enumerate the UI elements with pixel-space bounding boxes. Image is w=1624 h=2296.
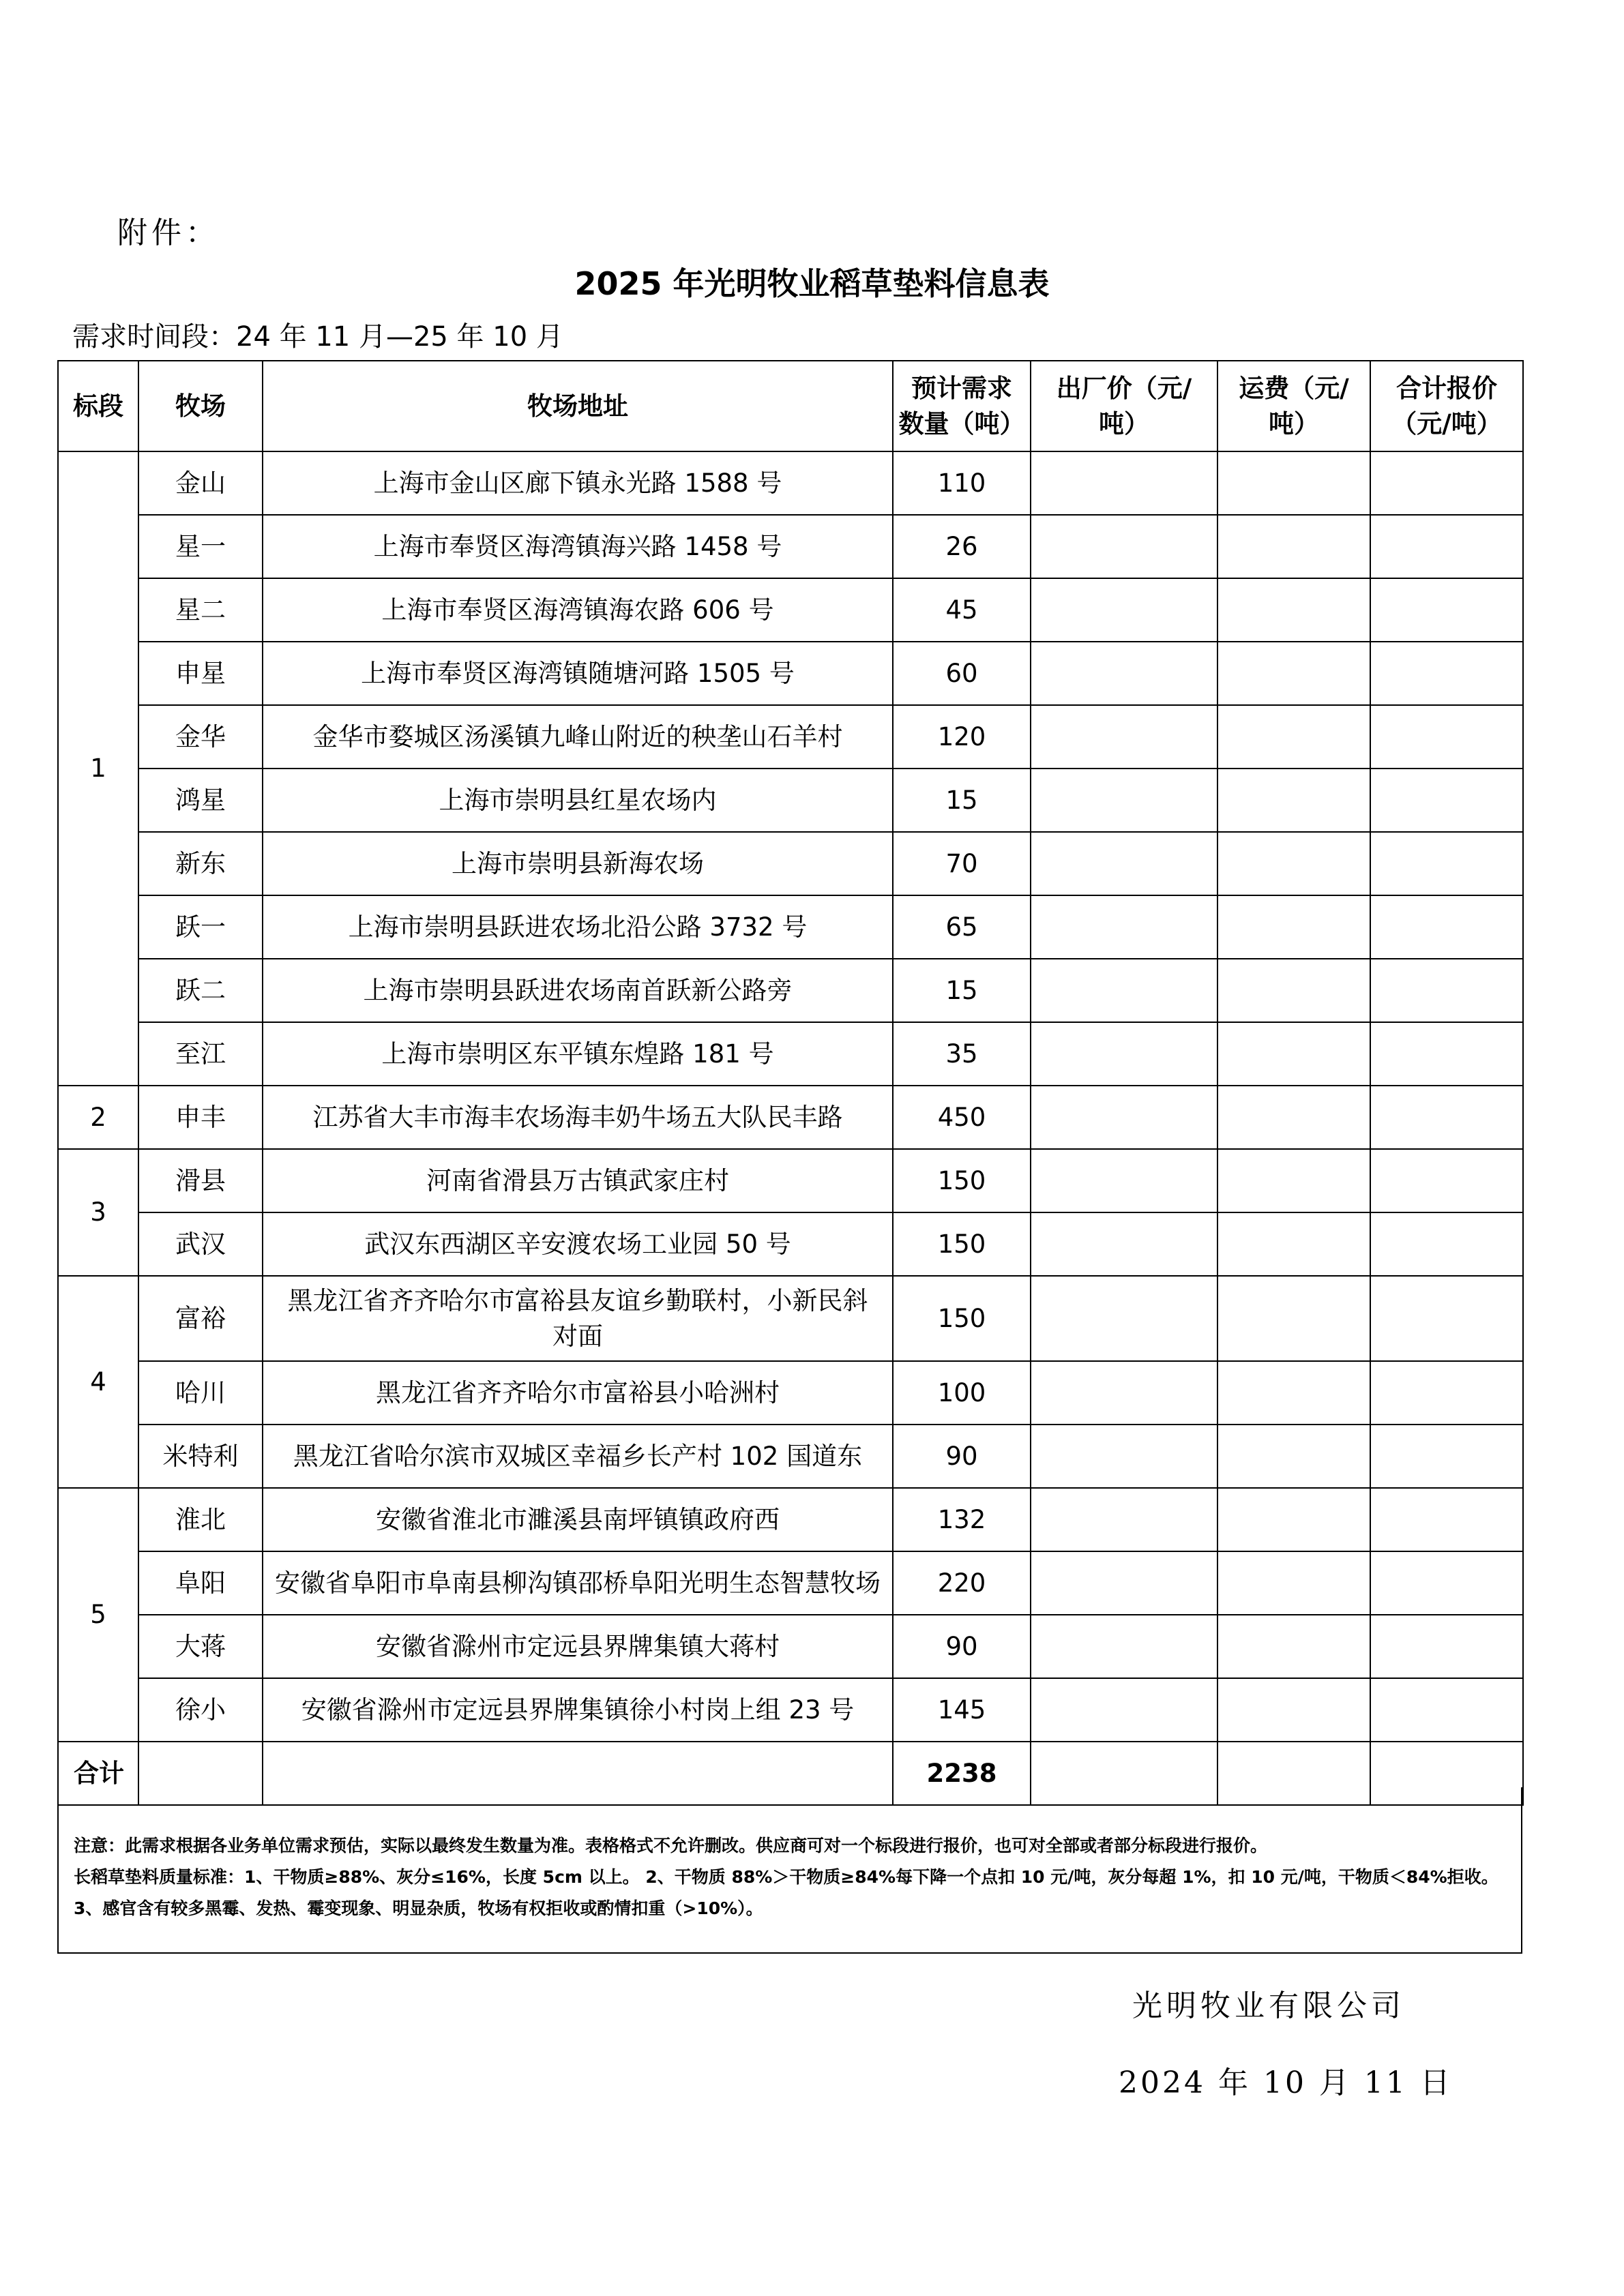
factory-price-cell[interactable] [1031, 1276, 1217, 1361]
freight-cell[interactable] [1217, 451, 1370, 515]
factory-price-cell[interactable] [1031, 642, 1217, 705]
qty-cell: 110 [893, 451, 1031, 515]
total-quote-cell[interactable] [1370, 832, 1523, 895]
farm-cell: 新东 [138, 832, 263, 895]
freight-cell[interactable] [1217, 1615, 1370, 1678]
freight-cell[interactable] [1217, 1149, 1370, 1212]
address-cell: 上海市奉贤区海湾镇海兴路 1458 号 [263, 515, 893, 578]
freight-cell[interactable] [1217, 705, 1370, 769]
qty-cell: 100 [893, 1361, 1031, 1425]
col-header-total-quote: 合计报价 （元/吨） [1370, 361, 1523, 451]
table-row [58, 1212, 1523, 1276]
attachment-label: 附件： [117, 215, 220, 250]
farm-cell: 滑县 [138, 1149, 263, 1212]
table-row [58, 515, 1523, 578]
address-cell: 安徽省滁州市定远县界牌集镇徐小村岗上组 23 号 [263, 1678, 893, 1742]
qty-cell: 145 [893, 1678, 1031, 1742]
total-quote-cell[interactable] [1370, 1212, 1523, 1276]
total-quote-cell[interactable] [1370, 1276, 1523, 1361]
table-row [58, 451, 1523, 515]
farm-cell: 大蒋 [138, 1615, 263, 1678]
factory-price-cell[interactable] [1031, 1212, 1217, 1276]
freight-cell[interactable] [1217, 1551, 1370, 1615]
total-quote-cell[interactable] [1370, 1488, 1523, 1551]
address-cell: 上海市崇明县红星农场内 [263, 769, 893, 832]
farm-cell: 淮北 [138, 1488, 263, 1551]
address-cell: 黑龙江省齐齐哈尔市富裕县友谊乡勤联村，小新民斜对面 [263, 1276, 893, 1361]
qty-cell: 120 [893, 705, 1031, 769]
total-quote-cell[interactable] [1370, 1361, 1523, 1425]
address-cell: 安徽省阜阳市阜南县柳沟镇邵桥阜阳光明生态智慧牧场 [263, 1551, 893, 1615]
total-quote-cell[interactable] [1370, 1551, 1523, 1615]
table-row [58, 1425, 1523, 1488]
col-header-farm: 牧场 [138, 361, 263, 451]
factory-price-cell[interactable] [1031, 1022, 1217, 1086]
table-row [58, 1149, 1523, 1212]
col-header-address: 牧场地址 [263, 361, 893, 451]
table-row [58, 1086, 1523, 1149]
freight-cell[interactable] [1217, 895, 1370, 959]
qty-cell: 90 [893, 1615, 1031, 1678]
farm-cell: 申星 [138, 642, 263, 705]
farm-cell: 武汉 [138, 1212, 263, 1276]
qty-cell: 65 [893, 895, 1031, 959]
factory-price-cell[interactable] [1031, 832, 1217, 895]
qty-cell: 150 [893, 1149, 1031, 1212]
freight-cell[interactable] [1217, 769, 1370, 832]
freight-cell[interactable] [1217, 1678, 1370, 1742]
address-cell: 黑龙江省齐齐哈尔市富裕县小哈洲村 [263, 1361, 893, 1425]
col-header-freight: 运费（元/ 吨） [1217, 361, 1370, 451]
factory-price-cell[interactable] [1031, 1615, 1217, 1678]
table-row [58, 642, 1523, 705]
factory-price-cell[interactable] [1031, 1488, 1217, 1551]
freight-cell[interactable] [1217, 1276, 1370, 1361]
farm-cell: 跃一 [138, 895, 263, 959]
freight-cell[interactable] [1217, 642, 1370, 705]
table-row [58, 1276, 1523, 1361]
document-title: 2025 年光明牧业稻草垫料信息表 [574, 265, 1050, 302]
section-cell: 1 [58, 451, 138, 1086]
total-qty: 2238 [893, 1742, 1031, 1805]
address-cell: 上海市金山区廊下镇永光路 1588 号 [263, 451, 893, 515]
table-row [58, 895, 1523, 959]
freight-cell[interactable] [1217, 1212, 1370, 1276]
freight-cell[interactable] [1217, 1425, 1370, 1488]
farm-cell: 申丰 [138, 1086, 263, 1149]
freight-cell[interactable] [1217, 832, 1370, 895]
freight-cell[interactable] [1217, 1022, 1370, 1086]
qty-cell: 35 [893, 1022, 1031, 1086]
total-quote-cell[interactable] [1370, 515, 1523, 578]
table-row [58, 1615, 1523, 1678]
farm-cell: 阜阳 [138, 1551, 263, 1615]
total-quote-cell[interactable] [1370, 578, 1523, 642]
factory-price-cell[interactable] [1031, 578, 1217, 642]
col-header-section: 标段 [58, 361, 138, 451]
farm-cell: 金山 [138, 451, 263, 515]
table-row [58, 832, 1523, 895]
header-row [58, 361, 1523, 451]
demand-period: 需求时间段：24 年 11 月—25 年 10 月 [72, 321, 563, 353]
address-cell: 上海市崇明区东平镇东煌路 181 号 [263, 1022, 893, 1086]
table-row [58, 1488, 1523, 1551]
total-quote-cell[interactable] [1370, 1149, 1523, 1212]
company-signature: 光明牧业有限公司 [1132, 1988, 1405, 2023]
section-cell: 4 [58, 1276, 138, 1488]
address-cell: 江苏省大丰市海丰农场海丰奶牛场五大队民丰路 [263, 1086, 893, 1149]
address-cell: 安徽省滁州市定远县界牌集镇大蒋村 [263, 1615, 893, 1678]
qty-cell: 15 [893, 959, 1031, 1022]
factory-price-cell[interactable] [1031, 1425, 1217, 1488]
factory-price-cell[interactable] [1031, 1361, 1217, 1425]
address-cell: 上海市崇明县新海农场 [263, 832, 893, 895]
section-cell: 2 [58, 1086, 138, 1149]
table-row [58, 705, 1523, 769]
qty-cell: 70 [893, 832, 1031, 895]
table-row [58, 959, 1523, 1022]
address-cell: 上海市奉贤区海湾镇随塘河路 1505 号 [263, 642, 893, 705]
table-row [58, 1022, 1523, 1086]
address-cell: 上海市奉贤区海湾镇海农路 606 号 [263, 578, 893, 642]
farm-cell: 哈川 [138, 1361, 263, 1425]
qty-cell: 132 [893, 1488, 1031, 1551]
total-quote-cell[interactable] [1370, 705, 1523, 769]
note-line: 长稻草垫料质量标准：1、干物质≥88%、灰分≤16%，长度 5cm 以上。 2、干物质 88%＞干物质≥84%每下降一个点扣 10 元/吨，灰分每超 1%，扣 10 元/吨，干物质＜84%拒收。 [74, 1867, 1498, 1887]
total-quote-cell[interactable] [1370, 451, 1523, 515]
freight-cell[interactable] [1217, 1361, 1370, 1425]
farm-cell: 星一 [138, 515, 263, 578]
table-row [58, 1678, 1523, 1742]
table-row [58, 578, 1523, 642]
factory-price-cell[interactable] [1031, 895, 1217, 959]
total-quote-cell[interactable] [1370, 1615, 1523, 1678]
straw-info-table [57, 360, 1524, 1806]
factory-price-cell[interactable] [1031, 769, 1217, 832]
address-cell: 武汉东西湖区辛安渡农场工业园 50 号 [263, 1212, 893, 1276]
qty-cell: 15 [893, 769, 1031, 832]
col-header-factory-price: 出厂价（元/ 吨） [1031, 361, 1217, 451]
address-cell: 上海市崇明县跃进农场北沿公路 3732 号 [263, 895, 893, 959]
total-quote-cell[interactable] [1370, 769, 1523, 832]
farm-cell: 金华 [138, 705, 263, 769]
qty-cell: 150 [893, 1276, 1031, 1361]
qty-cell: 26 [893, 515, 1031, 578]
farm-cell: 至江 [138, 1022, 263, 1086]
freight-cell[interactable] [1217, 1488, 1370, 1551]
document-date: 2024 年 10 月 11 日 [1119, 2066, 1453, 2100]
table-row [58, 769, 1523, 832]
address-cell: 安徽省淮北市濉溪县南坪镇镇政府西 [263, 1488, 893, 1551]
address-cell: 上海市崇明县跃进农场南首跃新公路旁 [263, 959, 893, 1022]
address-cell: 黑龙江省哈尔滨市双城区幸福乡长产村 102 国道东 [263, 1425, 893, 1488]
freight-cell[interactable] [1217, 959, 1370, 1022]
address-cell: 金华市婺城区汤溪镇九峰山附近的秧垄山石羊村 [263, 705, 893, 769]
qty-cell: 150 [893, 1212, 1031, 1276]
col-header-demand: 预计需求 数量（吨） [893, 361, 1031, 451]
factory-price-cell[interactable] [1031, 1086, 1217, 1149]
farm-cell: 星二 [138, 578, 263, 642]
farm-cell: 富裕 [138, 1276, 263, 1361]
factory-price-cell[interactable] [1031, 1149, 1217, 1212]
qty-cell: 450 [893, 1086, 1031, 1149]
note-line: 3、感官含有较多黑霉、发热、霉变现象、明显杂质，牧场有权拒收或酌情扣重（>10%）。 [74, 1898, 763, 1918]
address-cell: 河南省滑县万古镇武家庄村 [263, 1149, 893, 1212]
factory-price-cell[interactable] [1031, 1678, 1217, 1742]
farm-cell: 鸿星 [138, 769, 263, 832]
farm-cell: 徐小 [138, 1678, 263, 1742]
qty-cell: 220 [893, 1551, 1031, 1615]
factory-price-cell[interactable] [1031, 451, 1217, 515]
total-label: 合计 [58, 1742, 138, 1805]
table-row [58, 1361, 1523, 1425]
total-quote-cell[interactable] [1370, 642, 1523, 705]
section-cell: 3 [58, 1149, 138, 1276]
total-quote-cell[interactable] [1370, 895, 1523, 959]
note-line: 注意：此需求根据各业务单位需求预估，实际以最终发生数量为准。表格格式不允许删改。供应商可对一个标段进行报价，也可对全部或者部分标段进行报价。 [74, 1836, 1268, 1855]
factory-price-cell[interactable] [1031, 959, 1217, 1022]
qty-cell: 90 [893, 1425, 1031, 1488]
factory-price-cell[interactable] [1031, 1551, 1217, 1615]
freight-cell[interactable] [1217, 578, 1370, 642]
total-quote-cell[interactable] [1370, 1022, 1523, 1086]
notes-box [57, 1787, 1522, 1954]
qty-cell: 60 [893, 642, 1031, 705]
factory-price-cell[interactable] [1031, 705, 1217, 769]
farm-cell: 米特利 [138, 1425, 263, 1488]
total-quote-cell[interactable] [1370, 1425, 1523, 1488]
total-quote-cell[interactable] [1370, 959, 1523, 1022]
total-quote-cell[interactable] [1370, 1678, 1523, 1742]
freight-cell[interactable] [1217, 1086, 1370, 1149]
total-quote-cell[interactable] [1370, 1086, 1523, 1149]
section-cell: 5 [58, 1488, 138, 1742]
farm-cell: 跃二 [138, 959, 263, 1022]
qty-cell: 45 [893, 578, 1031, 642]
table-row [58, 1551, 1523, 1615]
freight-cell[interactable] [1217, 515, 1370, 578]
factory-price-cell[interactable] [1031, 515, 1217, 578]
